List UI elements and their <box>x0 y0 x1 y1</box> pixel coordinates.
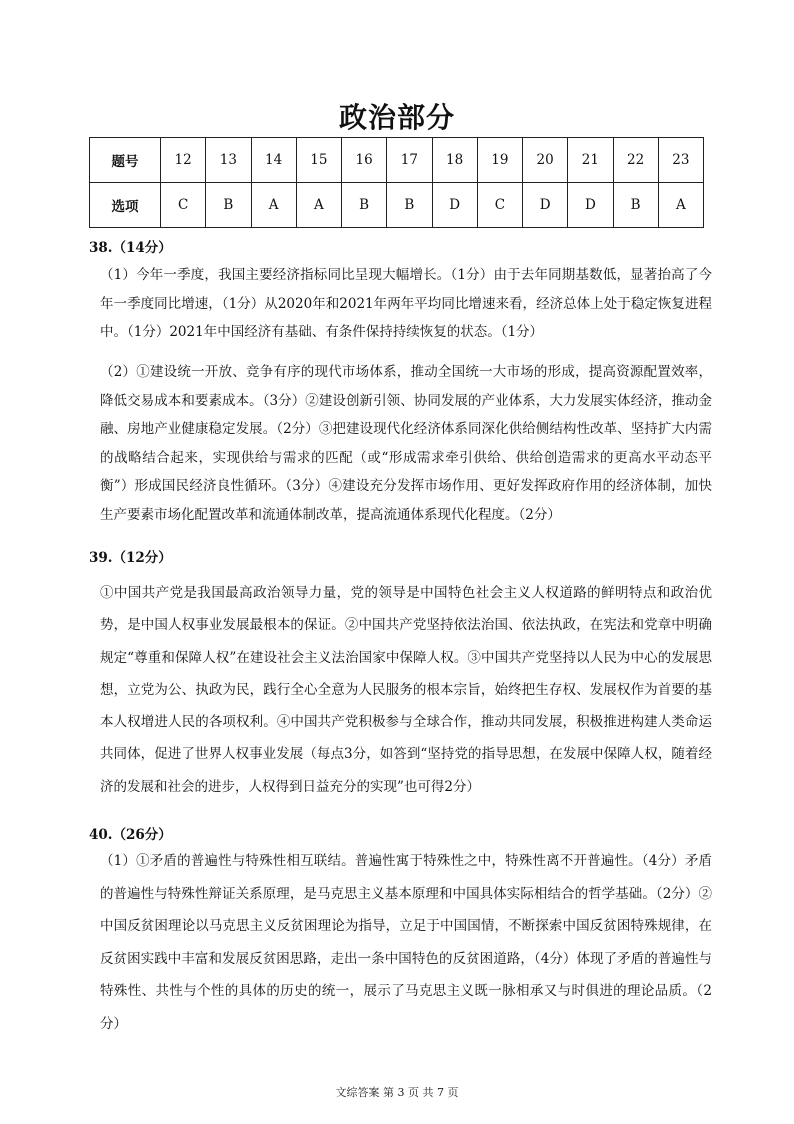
page-footer: 文综答案 第 3 页 共 7 页 <box>335 1086 459 1099</box>
question-38-part-2: （2）①建设统一开放、竞争有序的现代市场体系，推动全国统一大市场的形成，提高资源配置效率，降低交易成本和要素成本。（3分）②建设创新引领、协同发展的产业体系，大力发展实体经济，推动金融、房地产业健康稳定发展。（2分）③把建设现代化经济体系同深化供给侧结构性改革、坚持扩大内需的战略结合起来，实现供给与需求的匹配（或“形成需求牵引供给、供给创造需求的更高水平动态平衡”）形成国民经济良性循环。（3分）④建设充分发挥市场作用、更好发挥政府作用的经济体制，加快生产要素市场化配置改革和流通体制改革，提高流通体系现代化程度。（2分） <box>100 364 712 523</box>
question-number: 22 <box>613 138 658 183</box>
question-number: 19 <box>477 138 522 183</box>
question-38-header: 38.（14分） <box>89 240 172 256</box>
row-label-option: 选项 <box>90 183 161 228</box>
question-number: 14 <box>251 138 296 183</box>
answer-option: D <box>568 183 613 228</box>
question-number: 23 <box>658 138 703 183</box>
answer-table-number-row <box>90 138 704 183</box>
question-number: 21 <box>568 138 613 183</box>
answer-option: A <box>658 183 703 228</box>
answer-table <box>89 137 704 228</box>
question-39-answer: ①中国共产党是我国最高政治领导力量，党的领导是中国特色社会主义人权道路的鲜明特点和政治优势，是中国人权事业发展最根本的保证。②中国共产党坚持依法治国、依法执政，在宪法和党章中明确规定“尊重和保障人权”在建设社会主义法治国家中保障人权。③中国共产党坚持以人民为中心的发展思想，立党为公、执政为民，践行全心全意为人民服务的根本宗旨，始终把生存权、发展权作为首要的基本人权增进人民的各项权利。④中国共产党积极参与全球合作，推动共同发展，积极推进构建人类命运共同体，促进了世界人权事业发展（每点3分，如答到“坚持党的指导思想，在发展中保障人权，随着经济的发展和社会的进步，人权得到日益充分的实现”也可得2分） <box>100 585 712 795</box>
question-number: 20 <box>523 138 568 183</box>
question-number: 15 <box>296 138 341 183</box>
answer-option: B <box>206 183 251 228</box>
answer-option: B <box>613 183 658 228</box>
question-38-part-1: （1）今年一季度，我国主要经济指标同比呈现大幅增长。（1分）由于去年同期基数低，显著抬高了今年一季度同比增速，（1分）从2020年和2021年两年平均同比增速来看，经济总体上处于稳定恢复进程中。（1分）2021年中国经济有基础、有条件保持持续恢复的状态。（1分） <box>100 267 712 340</box>
question-number: 18 <box>432 138 477 183</box>
answer-option: A <box>296 183 341 228</box>
answer-option: C <box>161 183 206 228</box>
row-label-number: 题号 <box>90 138 161 183</box>
question-40-header: 40.（26分） <box>89 827 172 843</box>
answer-option: D <box>523 183 568 228</box>
answer-option: A <box>251 183 296 228</box>
question-number: 13 <box>206 138 251 183</box>
page-title: 政治部分 <box>338 101 455 134</box>
question-39-header: 39.（12分） <box>89 550 172 566</box>
answer-option: D <box>432 183 477 228</box>
question-number: 17 <box>387 138 432 183</box>
question-40-part-1: （1）①矛盾的普遍性与特殊性相互联结。普遍性寓于特殊性之中，特殊性离不开普遍性。（4分）矛盾的普遍性与特殊性辩证关系原理，是马克思主义基本原理和中国具体实际相结合的哲学基础。（2分）②中国反贫困理论以马克思主义反贫困理论为指导，立足于中国国情，不断探索中国反贫困特殊规律，在反贫困实践中丰富和发展反贫困思路，走出一条中国特色的反贫困道路，（4分）体现了矛盾的普遍性与特殊性、共性与个性的具体的历史的统一，展示了马克思主义既一脉相承又与时俱进的理论品质。（2分） <box>100 853 712 1032</box>
question-number: 12 <box>161 138 206 183</box>
answer-option: B <box>387 183 432 228</box>
answer-table-option-row <box>90 183 704 228</box>
answer-option: C <box>477 183 522 228</box>
answer-option: B <box>342 183 387 228</box>
question-number: 16 <box>342 138 387 183</box>
